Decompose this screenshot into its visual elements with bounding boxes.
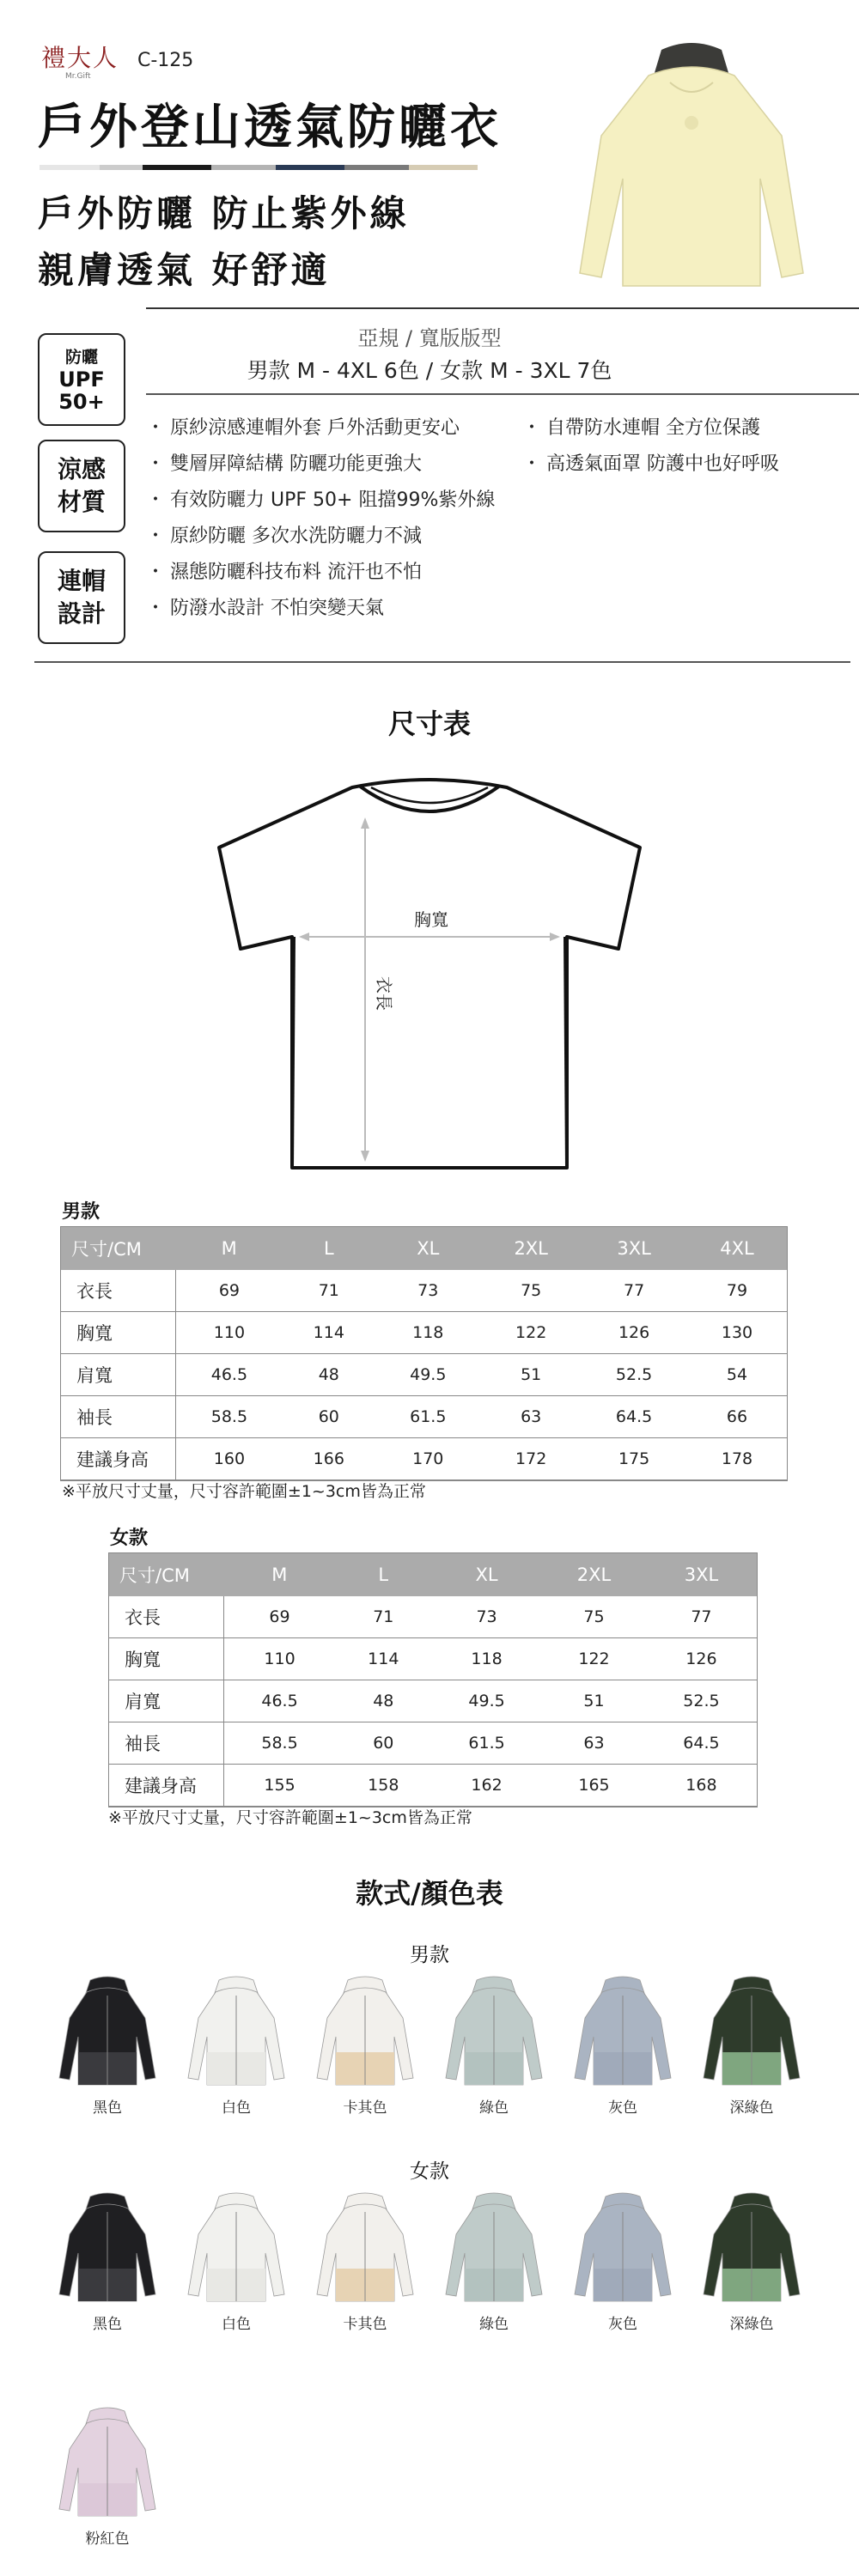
table-cell: 73 (375, 1270, 481, 1312)
feature-item: ・ 有效防曬力 UPF 50+ 阻擋99%紫外線 (146, 483, 495, 519)
table-cell: 172 (481, 1438, 581, 1480)
men-table-label: 男款 (62, 1201, 101, 1223)
badge-cooling (38, 440, 125, 532)
jacket-icon (176, 2191, 296, 2306)
table-cell: 170 (375, 1438, 481, 1480)
table-cell: 69 (223, 1596, 336, 1638)
table-row-label: 衣長 (109, 1596, 223, 1638)
badge-upf (38, 333, 125, 426)
color-name: 綠色 (479, 2099, 509, 2117)
color-name: 深綠色 (729, 2099, 774, 2117)
table-cell: 118 (431, 1638, 542, 1680)
table-row (109, 1722, 757, 1765)
table-cell: 48 (336, 1680, 431, 1722)
brand-name: 禮大人 (41, 44, 119, 72)
table-header-size: 4XL (687, 1227, 787, 1270)
table-row-label: 建議身高 (109, 1765, 223, 1807)
badge-line: UPF (58, 368, 105, 392)
table-cell: 49.5 (431, 1680, 542, 1722)
table-cell: 60 (283, 1396, 375, 1438)
color-name: 灰色 (608, 2099, 637, 2117)
table-cell: 114 (336, 1638, 431, 1680)
length-label: 衣長 (374, 976, 394, 1011)
palette-swatch (100, 165, 143, 170)
table-row-label: 胸寬 (61, 1312, 175, 1354)
men-size-table-grid (61, 1227, 787, 1480)
jacket-icon (691, 2191, 812, 2306)
feature-list-right (522, 410, 779, 483)
table-cell: 69 (175, 1270, 283, 1312)
women-size-note: ※平放尺寸丈量，尺寸容許範圍±1~3cm皆為正常 (108, 1808, 472, 1827)
table-cell: 63 (481, 1396, 581, 1438)
table-row-label: 胸寬 (109, 1638, 223, 1680)
color-swatch (47, 1975, 168, 2117)
palette-swatch (143, 165, 211, 170)
color-swatch (434, 2191, 554, 2333)
table-cell: 158 (336, 1765, 431, 1807)
color-swatch (47, 2406, 168, 2548)
table-header-size: XL (431, 1553, 542, 1596)
feature-list-left (146, 410, 495, 627)
fit-type: 亞規 / 寬版版型 (357, 326, 502, 350)
product-code: C-125 (137, 50, 194, 71)
badge-line: 設計 (57, 599, 106, 628)
badge-line: 50+ (58, 390, 105, 414)
table-cell: 46.5 (175, 1354, 283, 1396)
color-name: 灰色 (608, 2316, 637, 2333)
product-title: 戶外登山透氣防曬衣 (38, 100, 502, 155)
table-cell: 61.5 (431, 1722, 542, 1765)
table-cell: 178 (687, 1438, 787, 1480)
palette-swatch (211, 165, 276, 170)
palette-swatch (276, 165, 344, 170)
tshirt-diagram (206, 769, 653, 1176)
table-header-corner: 尺寸/CM (109, 1553, 223, 1596)
badge-hood (38, 551, 125, 644)
jacket-icon (563, 1975, 683, 2090)
table-cell: 175 (581, 1438, 687, 1480)
feature-item: ・ 自帶防水連帽 全方位保護 (522, 410, 779, 447)
table-cell: 51 (481, 1354, 581, 1396)
hero-jacket-image (567, 41, 816, 290)
badge-line: 涼感 (57, 455, 106, 483)
jacket-icon (305, 2191, 425, 2306)
table-cell: 165 (542, 1765, 646, 1807)
color-name: 卡其色 (343, 2099, 387, 2117)
jacket-icon (47, 2191, 168, 2306)
feature-item: ・ 原紗涼感連帽外套 戶外活動更安心 (146, 410, 495, 447)
color-name: 黑色 (93, 2099, 122, 2117)
color-name: 綠色 (479, 2316, 509, 2333)
table-header-size: 2XL (481, 1227, 581, 1270)
table-cell: 60 (336, 1722, 431, 1765)
color-swatch (176, 2191, 296, 2333)
chest-label: 胸寬 (414, 909, 448, 930)
palette-swatch (344, 165, 409, 170)
table-cell: 58.5 (175, 1396, 283, 1438)
table-row (109, 1596, 757, 1638)
table-row (109, 1680, 757, 1722)
badge-line: 連帽 (57, 567, 106, 595)
table-cell: 122 (542, 1638, 646, 1680)
color-swatch (691, 1975, 812, 2117)
men-size-table (60, 1226, 788, 1481)
table-cell: 52.5 (581, 1354, 687, 1396)
men-size-note: ※平放尺寸丈量，尺寸容許範圍±1~3cm皆為正常 (62, 1482, 426, 1501)
table-cell: 110 (223, 1638, 336, 1680)
table-row-label: 袖長 (61, 1396, 175, 1438)
table-header-size: M (223, 1553, 336, 1596)
jacket-icon (434, 2191, 554, 2306)
table-cell: 79 (687, 1270, 787, 1312)
table-cell: 126 (581, 1312, 687, 1354)
table-cell: 58.5 (223, 1722, 336, 1765)
table-cell: 77 (646, 1596, 757, 1638)
table-header-size: L (283, 1227, 375, 1270)
women-table-label: 女款 (110, 1528, 149, 1549)
table-row-label: 衣長 (61, 1270, 175, 1312)
men-colors-label: 男款 (410, 1944, 449, 1966)
divider (146, 393, 859, 395)
table-cell: 71 (336, 1596, 431, 1638)
feature-item: ・ 防潑水設計 不怕突變天氣 (146, 591, 495, 627)
women-size-table (108, 1552, 758, 1807)
table-cell: 71 (283, 1270, 375, 1312)
table-cell: 162 (431, 1765, 542, 1807)
table-cell: 66 (687, 1396, 787, 1438)
table-header-size: 3XL (581, 1227, 687, 1270)
color-swatch (563, 2191, 683, 2333)
color-name: 深綠色 (729, 2316, 774, 2333)
jacket-icon (434, 1975, 554, 2090)
table-header-corner: 尺寸/CM (61, 1227, 175, 1270)
table-cell: 160 (175, 1438, 283, 1480)
color-name: 白色 (222, 2099, 251, 2117)
table-cell: 126 (646, 1638, 757, 1680)
subtitle-line-2: 親膚透氣 好舒適 (38, 249, 331, 291)
table-cell: 155 (223, 1765, 336, 1807)
table-cell: 114 (283, 1312, 375, 1354)
table-cell: 166 (283, 1438, 375, 1480)
table-header-size: M (175, 1227, 283, 1270)
color-name: 黑色 (93, 2316, 122, 2333)
table-cell: 168 (646, 1765, 757, 1807)
table-row-label: 肩寬 (61, 1354, 175, 1396)
table-cell: 61.5 (375, 1396, 481, 1438)
table-cell: 130 (687, 1312, 787, 1354)
table-cell: 49.5 (375, 1354, 481, 1396)
color-swatch (691, 2191, 812, 2333)
color-swatch (305, 1975, 425, 2117)
palette-strip (40, 165, 478, 170)
table-cell: 64.5 (581, 1396, 687, 1438)
palette-swatch (40, 165, 100, 170)
color-swatch (434, 1975, 554, 2117)
women-size-table-grid (109, 1553, 757, 1807)
badge-line: 材質 (57, 488, 106, 516)
table-header-size: 3XL (646, 1553, 757, 1596)
table-row (109, 1765, 757, 1807)
table-row (61, 1438, 787, 1480)
jacket-icon (305, 1975, 425, 2090)
feature-item: ・ 高透氣面罩 防護中也好呼吸 (522, 447, 779, 483)
colors-title: 款式/顏色表 (356, 1877, 503, 1910)
table-row (61, 1396, 787, 1438)
table-cell: 54 (687, 1354, 787, 1396)
size-chart-title: 尺寸表 (387, 708, 471, 740)
table-cell: 77 (581, 1270, 687, 1312)
table-row (61, 1270, 787, 1312)
table-cell: 64.5 (646, 1722, 757, 1765)
color-swatch (176, 1975, 296, 2117)
table-cell: 110 (175, 1312, 283, 1354)
table-row (61, 1312, 787, 1354)
divider (146, 307, 859, 309)
color-swatch (47, 2191, 168, 2333)
color-name: 卡其色 (343, 2316, 387, 2333)
color-swatch (305, 2191, 425, 2333)
feature-item: ・ 原紗防曬 多次水洗防曬力不減 (146, 519, 495, 555)
brand-name-en: Mr.Gift (65, 72, 91, 81)
brand-logo (41, 39, 119, 81)
color-swatch (563, 1975, 683, 2117)
table-header-size: 2XL (542, 1553, 646, 1596)
subtitle-line-1: 戶外防曬 防止紫外線 (38, 192, 410, 234)
feature-item: ・ 濕態防曬科技布料 流汗也不怕 (146, 555, 495, 591)
table-cell: 63 (542, 1722, 646, 1765)
color-name: 白色 (222, 2316, 251, 2333)
table-row-label: 袖長 (109, 1722, 223, 1765)
table-row (61, 1354, 787, 1396)
table-row (109, 1638, 757, 1680)
divider (34, 661, 850, 663)
women-colors-label: 女款 (410, 2160, 449, 2183)
color-name: 粉紅色 (85, 2530, 130, 2548)
table-cell: 51 (542, 1680, 646, 1722)
table-row-label: 建議身高 (61, 1438, 175, 1480)
table-cell: 75 (481, 1270, 581, 1312)
table-cell: 46.5 (223, 1680, 336, 1722)
table-cell: 48 (283, 1354, 375, 1396)
feature-item: ・ 雙層屏障結構 防曬功能更強大 (146, 447, 495, 483)
table-header-size: XL (375, 1227, 481, 1270)
jacket-icon (47, 1975, 168, 2090)
table-cell: 75 (542, 1596, 646, 1638)
table-cell: 52.5 (646, 1680, 757, 1722)
table-cell: 73 (431, 1596, 542, 1638)
jacket-icon (176, 1975, 296, 2090)
table-cell: 118 (375, 1312, 481, 1354)
table-row-label: 肩寬 (109, 1680, 223, 1722)
fit-sizes: 男款 M - 4XL 6色 / 女款 M - 3XL 7色 (247, 358, 612, 383)
table-cell: 122 (481, 1312, 581, 1354)
palette-swatch (409, 165, 478, 170)
jacket-icon (691, 1975, 812, 2090)
jacket-icon (563, 2191, 683, 2306)
badge-line: 防曬 (64, 348, 98, 367)
jacket-icon (47, 2406, 168, 2521)
table-header-size: L (336, 1553, 431, 1596)
